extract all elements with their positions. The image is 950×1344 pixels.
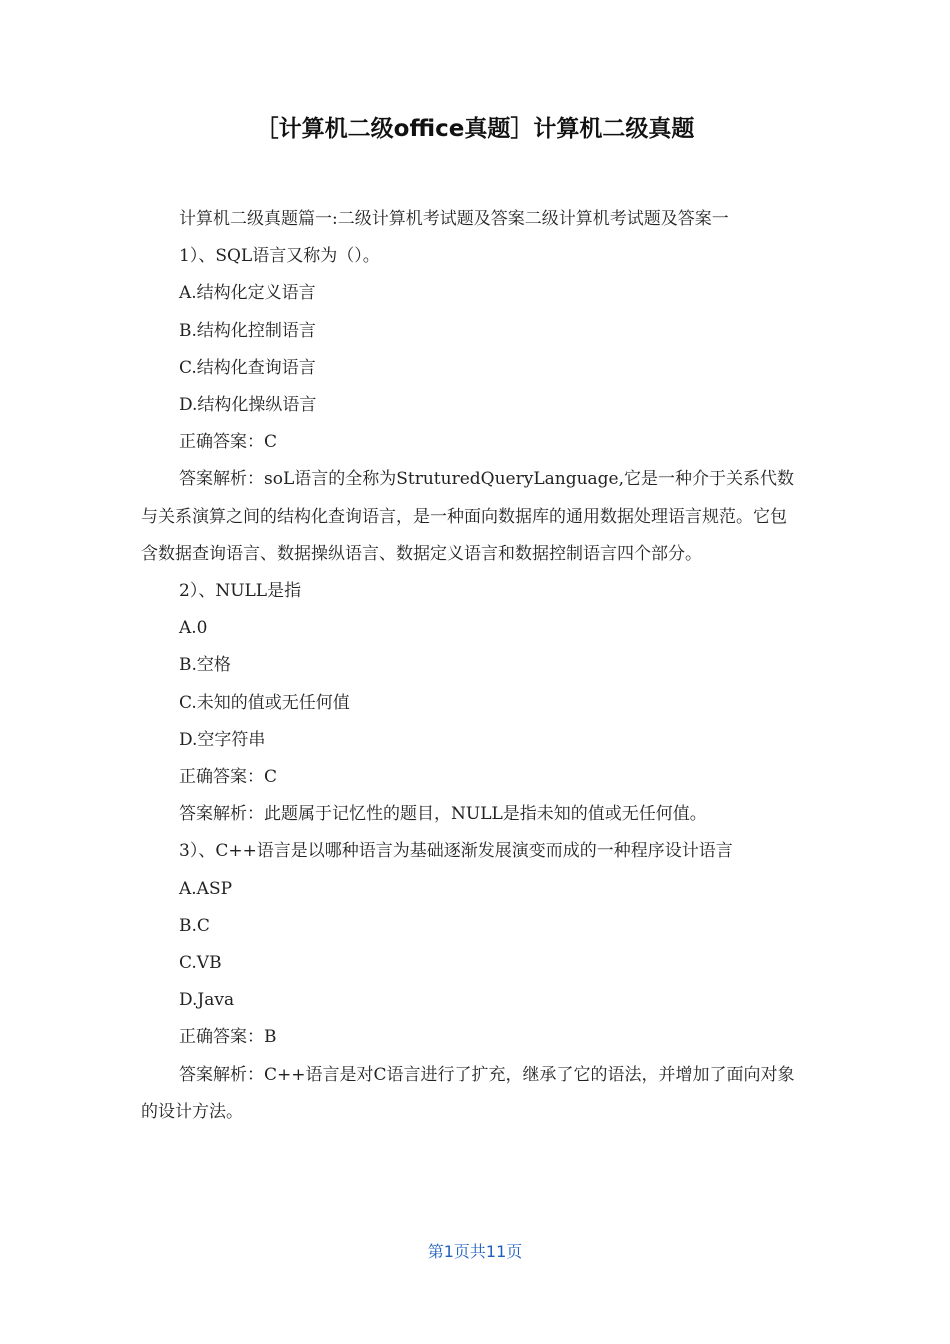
question-3-option-c: C.VB: [179, 953, 222, 974]
question-1-option-b: B.结构化控制语言: [179, 320, 316, 341]
question-2-explanation: 答案解析：此题属于记忆性的题目，NULL是指未知的值或无任何值。: [179, 804, 707, 825]
question-1-option-c: C.结构化查询语言: [179, 357, 316, 378]
question-1-answer: 正确答案：C: [179, 432, 278, 453]
question-3-option-d: D.Java: [179, 990, 235, 1011]
question-2-option-b: B.空格: [179, 655, 231, 676]
question-1-explanation: 答案解析：soL语言的全称为StruturedQueryLanguage,它是一种介于关系代数与关系演算之间的结构化查询语言，是一种面向数据库的通用数据处理语言规范。它包含数据查询语言、数据操纵语言、数据定义语言和数据控制语言四个部分。: [141, 469, 795, 564]
question-3-option-a: A.ASP: [179, 878, 233, 899]
question-2-option-a: A.0: [179, 618, 208, 639]
question-3: 3）、C++语言是以哪种语言为基础逐渐发展演变而成的一种程序设计语言: [179, 841, 733, 862]
question-3-answer: 正确答案：B: [179, 1027, 277, 1048]
question-2-option-c: C.未知的值或无任何值: [179, 692, 350, 713]
question-2-option-d: D.空字符串: [179, 729, 266, 750]
question-2-answer: 正确答案：C: [179, 767, 278, 788]
intro-paragraph: 计算机二级真题篇一:二级计算机考试题及答案二级计算机考试题及答案一: [179, 209, 729, 229]
question-1-option-a: A.结构化定义语言: [179, 283, 316, 304]
question-1: 1）、SQL语言又称为（）。: [179, 246, 380, 267]
question-3-option-b: B.C: [179, 915, 210, 936]
document-body: [141, 201, 803, 1131]
document-title: ［计算机二级office真题］计算机二级真题: [255, 116, 695, 142]
question-3-explanation: 答案解析：C++语言是对C语言进行了扩充，继承了它的语法，并增加了面向对象的设计方法。: [141, 1064, 795, 1122]
question-2: 2）、NULL是指: [179, 581, 302, 602]
page-number-footer: 第1页共11页: [427, 1242, 523, 1261]
question-1-option-d: D.结构化操纵语言: [179, 395, 317, 416]
